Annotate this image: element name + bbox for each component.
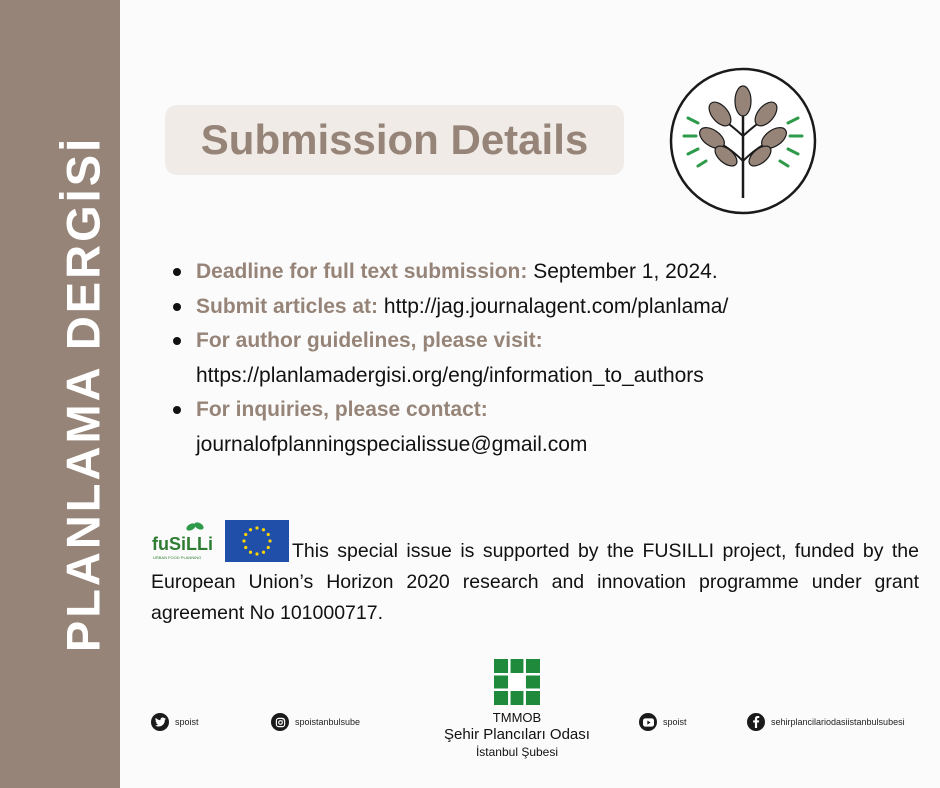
contact-email-link[interactable]: journalofplanningspecialissue@gmail.com <box>196 432 588 456</box>
fusilli-logo-text: fuSiLLi <box>152 534 213 554</box>
fusilli-tagline: URBAN FOOD PLANNING <box>153 555 202 560</box>
org-line-2: Şehir Plancıları Odası <box>444 726 590 743</box>
eu-star-icon <box>262 528 265 531</box>
instagram-icon <box>271 713 289 731</box>
deadline-value: September 1, 2024. <box>527 260 718 283</box>
instagram-handle: spoistanbulsube <box>295 717 361 727</box>
youtube-link[interactable] <box>639 713 687 731</box>
tmmob-logo-icon <box>494 659 540 705</box>
list-item <box>170 393 870 462</box>
support-statement: This special issue is supported by the FUSILLI project, funded by the European Union’s Horizon 2020 research and innovation programme under grant agreement No 101000717. <box>151 540 919 624</box>
contact-label: For inquiries, please contact: <box>196 398 488 421</box>
list-item <box>170 255 870 290</box>
submission-details-list <box>170 255 870 462</box>
list-item <box>170 324 870 393</box>
journal-vertical-title: PLANLAMA DERGİSİ <box>56 135 110 653</box>
eu-star-icon <box>255 526 258 529</box>
guidelines-label: For author guidelines, please visit: <box>196 329 543 352</box>
twitter-icon <box>151 713 169 731</box>
twitter-link[interactable] <box>151 713 199 731</box>
leaf-emblem-icon <box>668 66 818 216</box>
guidelines-url-link[interactable]: https://planlamadergisi.org/eng/information_to_authors <box>196 363 704 387</box>
instagram-link[interactable] <box>271 713 360 731</box>
twitter-handle: spoist <box>175 717 199 727</box>
org-line-3: İstanbul Şubesi <box>475 745 559 759</box>
organization-name <box>417 709 617 760</box>
deadline-label: Deadline for full text submission: <box>196 260 528 283</box>
list-item <box>170 290 870 325</box>
facebook-handle: sehirplancilariodasiistanbulsubesi <box>771 717 905 727</box>
page-title-box <box>165 105 624 175</box>
sidebar <box>0 0 120 788</box>
facebook-icon <box>747 713 765 731</box>
youtube-handle: spoist <box>663 717 687 727</box>
facebook-link[interactable] <box>747 713 905 731</box>
youtube-icon <box>639 713 657 731</box>
eu-star-icon <box>249 528 252 531</box>
submit-label: Submit articles at: <box>196 294 379 318</box>
submit-url-link[interactable]: http://jag.journalagent.com/planlama/ <box>378 294 729 318</box>
org-line-1: TMMOB <box>492 710 542 725</box>
page-title: Submission Details <box>200 116 589 163</box>
